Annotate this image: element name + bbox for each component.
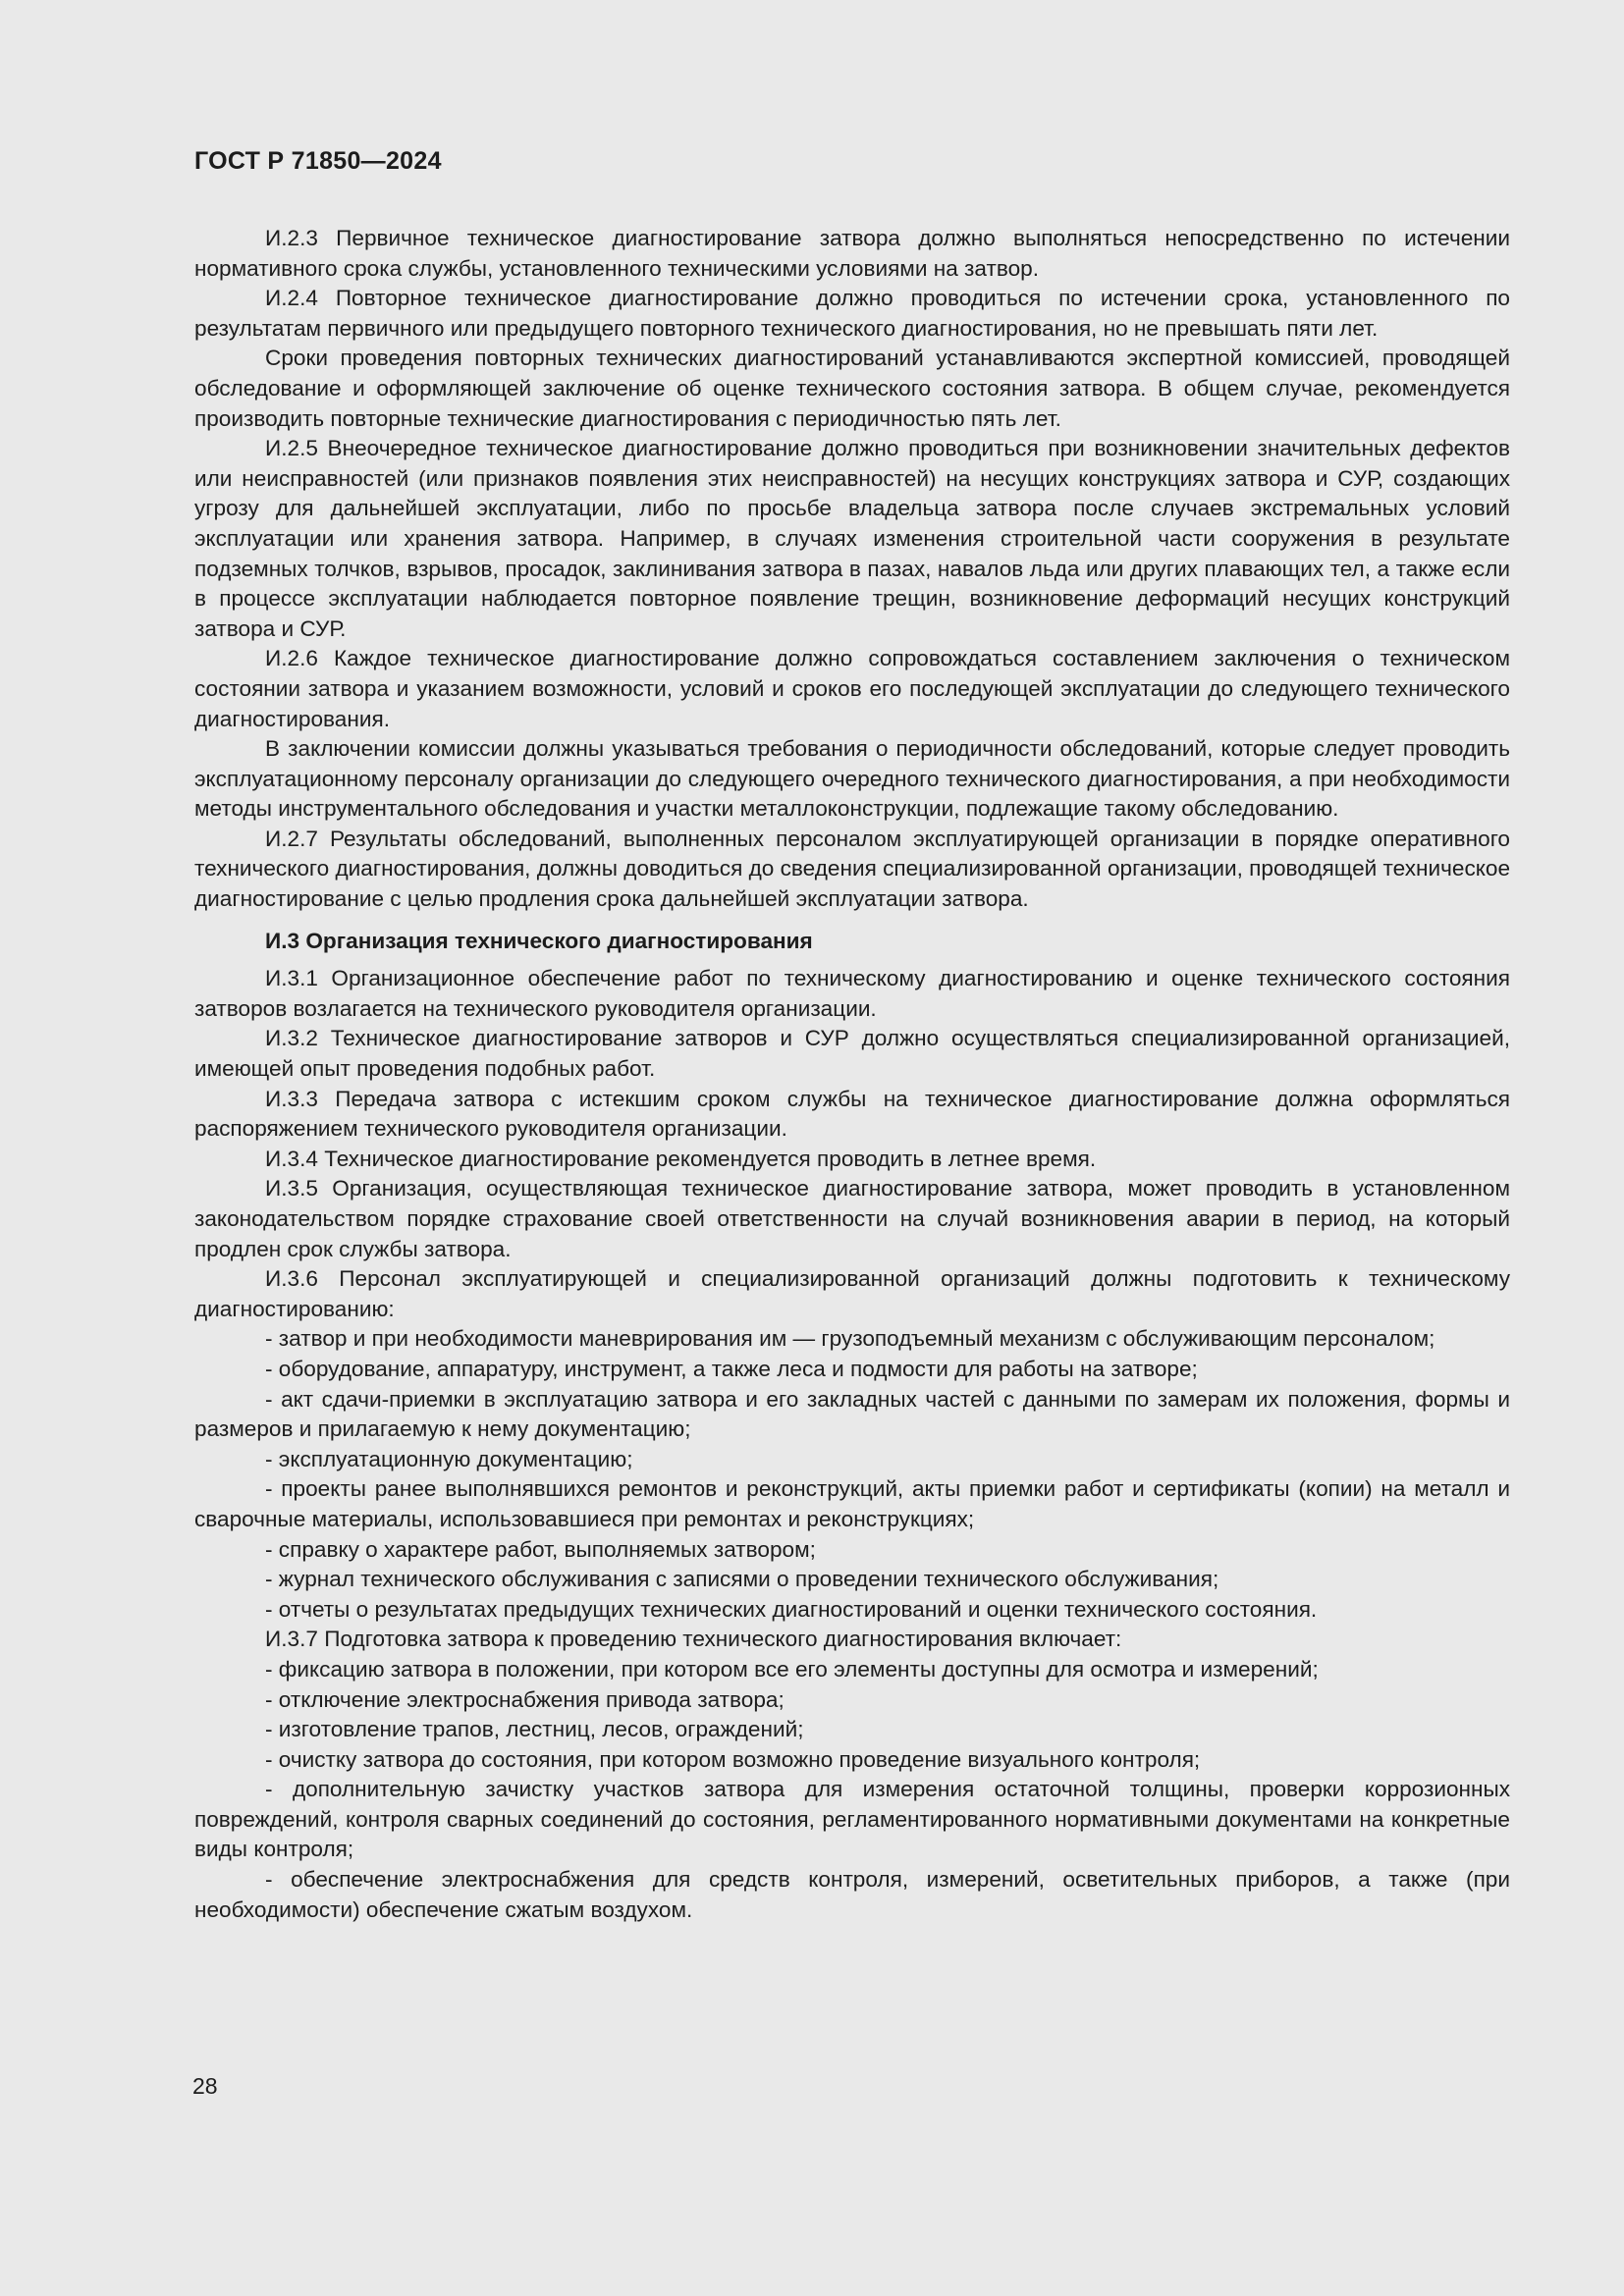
list-item: - обеспечение электроснабжения для средств контроля, измерений, осветительных приборов, а также (при необходимости) обеспечение сжатым воздухом.: [194, 1867, 1510, 1922]
list-item: - эксплуатационную документацию;: [265, 1446, 633, 1471]
list-item: - очистку затвора до состояния, при котором возможно проведение визуального контроля;: [265, 1746, 1201, 1772]
paragraph-i-3-1: И.3.1 Организационное обеспечение работ по техническому диагностированию и оценке технического состояния затворов возлагается на технического руководителя организации.: [194, 966, 1510, 1021]
list-item: - акт сдачи-приемки в эксплуатацию затвора и его закладных частей с данными по замерам их положения, формы и размеров и прилагаемую к нему документацию;: [194, 1386, 1510, 1442]
section-heading-i-3: И.3 Организация технического диагностирования: [265, 928, 813, 953]
paragraph-repeat-diagnostics-terms: Сроки проведения повторных технических диагностирований устанавливаются экспертной комиссией, проводящей обследование и оформляющей заключение об оценке технического состояния затвора. В общем случае, рекомендуется производить повторные технические диагностирования с периодичностью пять лет.: [194, 346, 1510, 431]
page-number: 28: [192, 2073, 218, 2099]
list-item: - фиксацию затвора в положении, при котором все его элементы доступны для осмотра и измерений;: [265, 1656, 1319, 1682]
list-item: - справку о характере работ, выполняемых затвором;: [265, 1536, 816, 1562]
paragraph-i-2-5: И.2.5 Внеочередное техническое диагностирование должно проводиться при возникновении значительных дефектов или неисправностей (или признаков появления этих неисправностей) на несущих конструкциях затвора и СУР, создающих угрозу для дальнейшей эксплуатации, либо по просьбе владельца затвора после случаев экстремальных условий эксплуатации или хранения затвора. Например, в случаях изменения строительной части сооружения в результате подземных толчков, взрывов, просадок, заклинивания затвора в пазах, навалов льда или других плавающих тел, а также если в процессе эксплуатации наблюдается повторное появление трещин, возникновение деформаций несущих конструкций затвора и СУР.: [194, 436, 1510, 641]
paragraph-i-3-5: И.3.5 Организация, осуществляющая техническое диагностирование затвора, может проводить в установленном законодательством порядке страхование своей ответственности на случай возникновения аварии в период, на который продлен срок службы затвора.: [194, 1176, 1510, 1261]
paragraph-i-2-4: И.2.4 Повторное техническое диагностирование должно проводиться по истечении срока, установленного по результатам первичного или предыдущего повторного технического диагностирования, но не превышать пяти лет.: [194, 286, 1510, 341]
paragraph-i-2-7: И.2.7 Результаты обследований, выполненных персоналом эксплуатирующей организации в порядке оперативного технического диагностирования, должны доводиться до сведения специализированной организации, проводящей техническое диагностирование с целью продления срока дальнейшей эксплуатации затвора.: [194, 826, 1511, 912]
list-item: - оборудование, аппаратуру, инструмент, а также леса и подмости для работы на затворе;: [265, 1356, 1198, 1381]
document-body: [194, 224, 1510, 1925]
document-code-header: ГОСТ Р 71850—2024: [194, 147, 442, 175]
list-item: - затвор и при необходимости маневрирования им — грузоподъемный механизм с обслуживающим персоналом;: [265, 1326, 1435, 1352]
paragraph-i-2-6: И.2.6 Каждое техническое диагностирование должно сопровождаться составлением заключения о техническом состоянии затвора и указанием возможности, условий и сроков его последующей эксплуатации до следующего технического диагностирования.: [194, 646, 1510, 731]
paragraph-i-3-6: И.3.6 Персонал эксплуатирующей и специализированной организаций должны подготовить к техническому диагностированию:: [194, 1266, 1510, 1321]
paragraph-i-3-2: И.3.2 Техническое диагностирование затворов и СУР должно осуществляться специализированной организацией, имеющей опыт проведения подобных работ.: [194, 1026, 1510, 1082]
paragraph-i-3-3: И.3.3 Передача затвора с истекшим сроком службы на техническое диагностирование должна оформляться распоряжением технического руководителя организации.: [194, 1086, 1510, 1142]
paragraph-i-3-4: И.3.4 Техническое диагностирование рекомендуется проводить в летнее время.: [265, 1146, 1097, 1171]
list-item: - проекты ранее выполнявшихся ремонтов и реконструкций, акты приемки работ и сертификаты (копии) на металл и сварочные материалы, использовавшиеся при ремонтах и реконструкциях;: [194, 1476, 1510, 1531]
list-item: - журнал технического обслуживания с записями о проведении технического обслуживания;: [265, 1567, 1219, 1592]
list-item: - дополнительную зачистку участков затвора для измерения остаточной толщины, проверки коррозионных повреждений, контроля сварных соединений до состояния, регламентированного нормативными документами на конкретные виды контроля;: [194, 1777, 1510, 1862]
list-item: - отчеты о результатах предыдущих технических диагностирований и оценки технического состояния.: [265, 1596, 1318, 1622]
paragraph-i-2-3: И.2.3 Первичное техническое диагностирование затвора должно выполняться непосредственно по истечении нормативного срока службы, установленного техническими условиями на затвор.: [194, 226, 1510, 281]
paragraph-commission-conclusion: В заключении комиссии должны указываться требования о периодичности обследований, которые следует проводить эксплуатационному персоналу организации до следующего очередного технического диагностирования, а при необходимости методы инструментального обследования и участки металлоконструкции, подлежащие такому обследованию.: [194, 736, 1510, 822]
paragraph-i-3-7: И.3.7 Подготовка затвора к проведению технического диагностирования включает:: [265, 1627, 1122, 1652]
list-item: - изготовление трапов, лестниц, лесов, ограждений;: [265, 1717, 804, 1742]
list-item: - отключение электроснабжения привода затвора;: [265, 1686, 785, 1712]
